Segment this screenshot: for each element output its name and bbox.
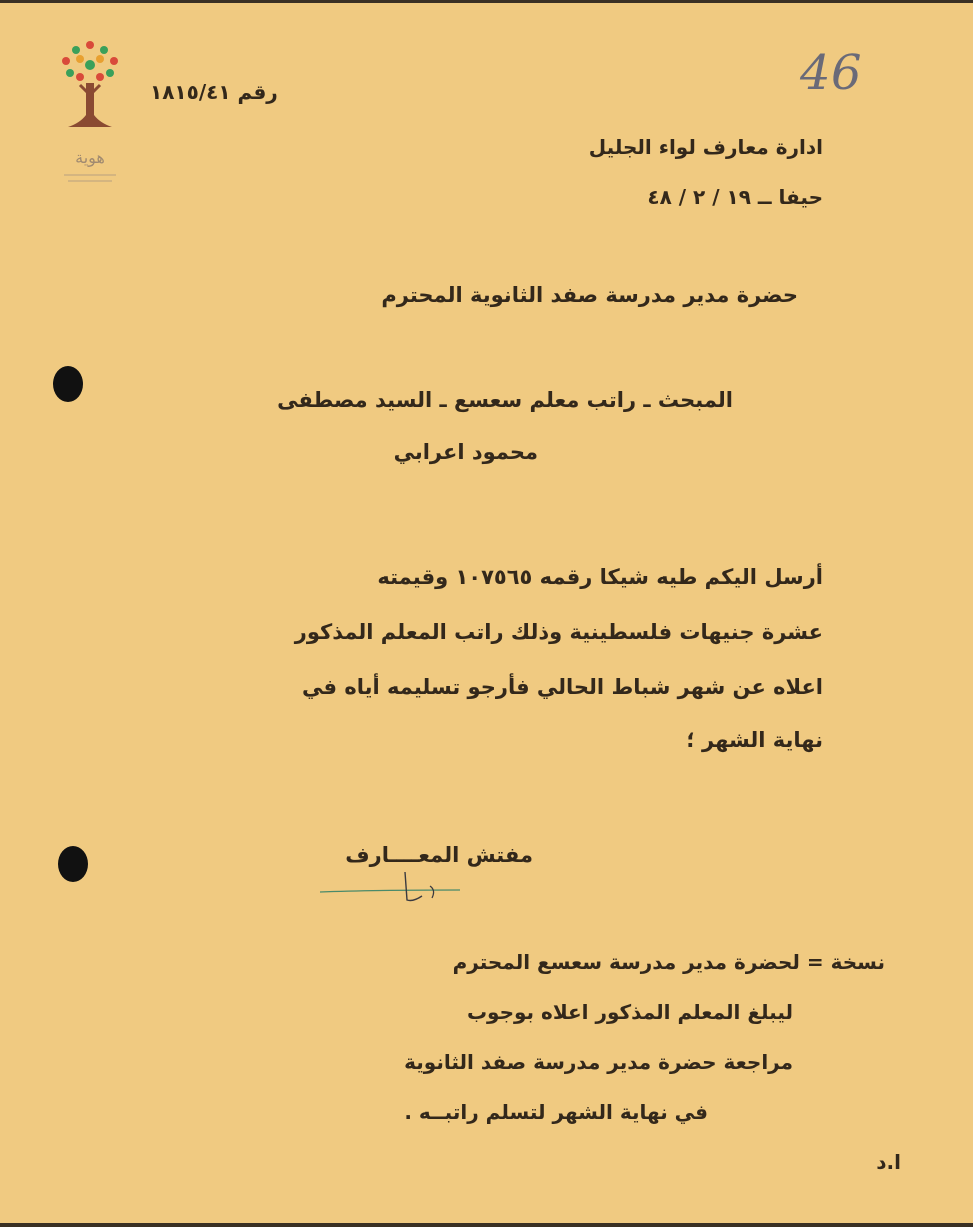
- subject-line-2: محمود اعرابي: [393, 440, 538, 464]
- archive-logo-icon: [50, 35, 130, 195]
- scan-border-top: [0, 0, 973, 3]
- body-line-3: اعلاه عن شهر شباط الحالي فأرجو تسليمه أياه في: [302, 675, 823, 699]
- copy-line-2: ليبلغ المعلم المذكور اعلاه بوجوب: [466, 1000, 793, 1024]
- place-date: حيفا ــ ١٩ / ٢ / ٤٨: [647, 185, 823, 209]
- signature-title: مفتش المعــــارف: [345, 843, 533, 867]
- logo-text: هوية: [75, 148, 105, 167]
- archive-number: 46: [800, 45, 863, 101]
- copy-line-1: نسخة = لحضرة مدير مدرسة سعسع المحترم: [452, 950, 885, 974]
- initials: ا.د: [876, 1150, 901, 1174]
- punch-hole-bottom: [58, 846, 88, 882]
- salutation: حضرة مدير مدرسة صفد الثانوية المحترم: [381, 283, 798, 307]
- punch-hole-top: [53, 366, 83, 402]
- body-line-4: نهاية الشهر ؛: [686, 728, 823, 752]
- copy-line-4: في نهاية الشهر لتسلم راتبــه .: [404, 1100, 708, 1124]
- scan-border-bottom: [0, 1223, 973, 1227]
- body-line-2: عشرة جنيهات فلسطينية وذلك راتب المعلم المذكور: [294, 620, 823, 644]
- copy-line-3: مراجعة حضرة مدير مدرسة صفد الثانوية: [404, 1050, 793, 1074]
- department-name: ادارة معارف لواء الجليل: [588, 135, 823, 159]
- body-line-1: أرسل اليكم طيه شيكا رقمه ١٠٧٥٦٥ وقيمته: [377, 565, 823, 589]
- subject-line-1: المبحث ـ راتب معلم سعسع ـ السيد مصطفى: [277, 388, 733, 412]
- signature-mark-icon: [310, 860, 480, 910]
- reference-number: رقم ١٨١٥/٤١: [150, 80, 278, 104]
